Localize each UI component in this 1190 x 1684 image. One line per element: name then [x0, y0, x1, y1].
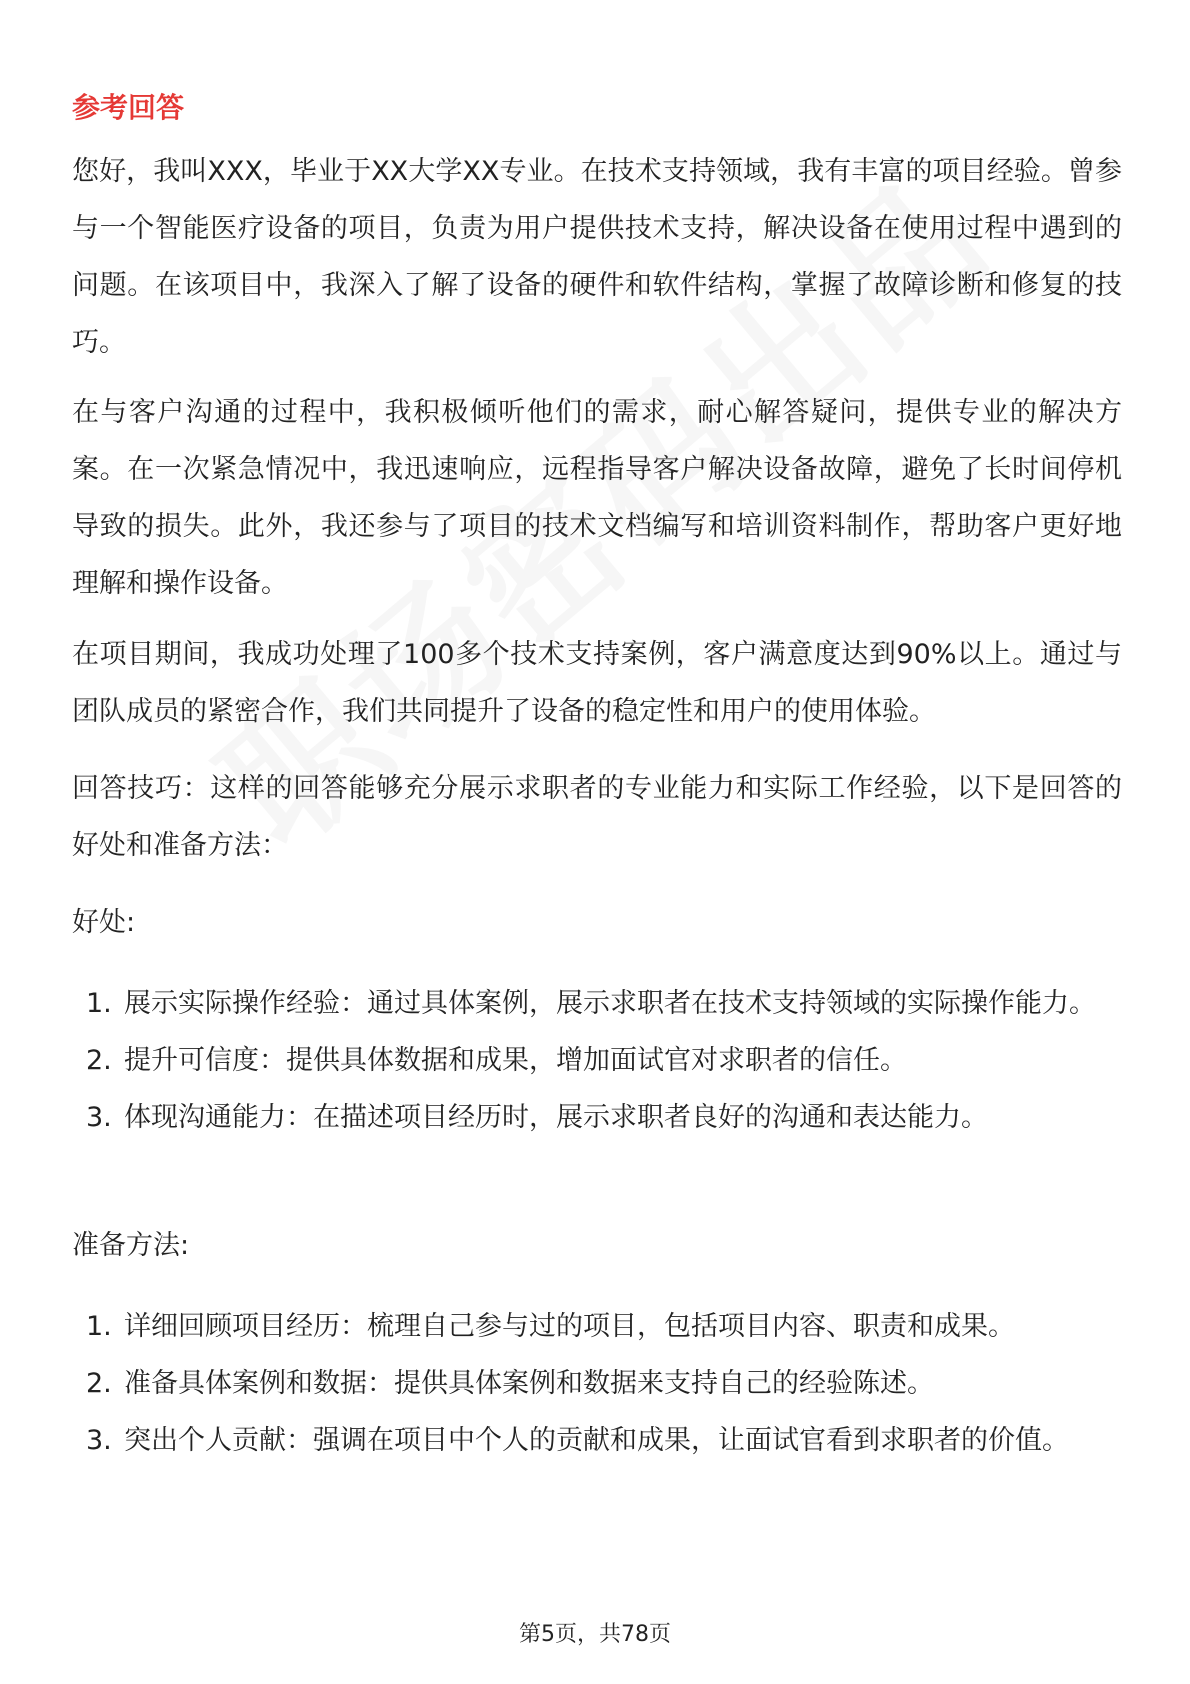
list-text: 突出个人贡献：强调在项目中个人的贡献和成果，让面试官看到求职者的价值。	[124, 1425, 1069, 1456]
list-item	[72, 1412, 1122, 1469]
list-number: 3.	[86, 1102, 112, 1133]
list-number: 2.	[86, 1368, 112, 1399]
section-heading: 参考回答	[72, 91, 185, 124]
list-item	[72, 975, 1122, 1032]
benefits-title: 好处:	[72, 907, 136, 938]
paragraph-communication: 在与客户沟通的过程中，我积极倾听他们的需求，耐心解答疑问，提供专业的解决方案。在一次紧急情况中，我迅速响应，远程指导客户解决设备故障，避免了长时间停机导致的损失。此外，我还参与了项目的技术文档编写和培训资料制作，帮助客户更好地理解和操作设备。	[72, 397, 1122, 599]
list-text: 详细回顾项目经历：梳理自己参与过的项目，包括项目内容、职责和成果。	[124, 1311, 1015, 1342]
document-page	[72, 0, 1122, 1684]
list-text: 准备具体案例和数据：提供具体案例和数据来支持自己的经验陈述。	[124, 1368, 934, 1399]
preparation-list	[72, 1298, 1122, 1469]
list-item	[72, 1298, 1122, 1355]
list-item	[72, 1355, 1122, 1412]
list-item	[72, 1032, 1122, 1089]
paragraph-tips: 回答技巧：这样的回答能够充分展示求职者的专业能力和实际工作经验，以下是回答的好处和准备方法：	[72, 773, 1122, 861]
paragraph-intro: 您好，我叫XXX，毕业于XX大学XX专业。在技术支持领域，我有丰富的项目经验。曾参与一个智能医疗设备的项目，负责为用户提供技术支持，解决设备在使用过程中遇到的问题。在该项目中，我深入了解了设备的硬件和软件结构，掌握了故障诊断和修复的技巧。	[72, 156, 1122, 358]
preparation-title: 准备方法:	[72, 1230, 190, 1261]
page-footer: 第5页，共78页	[519, 1622, 671, 1647]
list-item	[72, 1089, 1122, 1146]
list-number: 1.	[86, 988, 112, 1019]
list-number: 2.	[86, 1045, 112, 1076]
list-number: 3.	[86, 1425, 112, 1456]
benefits-list	[72, 975, 1122, 1146]
list-text: 提升可信度：提供具体数据和成果，增加面试官对求职者的信任。	[124, 1045, 907, 1076]
paragraph-results: 在项目期间，我成功处理了100多个技术支持案例，客户满意度达到90%以上。通过与团队成员的紧密合作，我们共同提升了设备的稳定性和用户的使用体验。	[72, 639, 1122, 727]
list-text: 体现沟通能力：在描述项目经历时，展示求职者良好的沟通和表达能力。	[124, 1102, 988, 1133]
list-number: 1.	[86, 1311, 112, 1342]
list-text: 展示实际操作经验：通过具体案例，展示求职者在技术支持领域的实际操作能力。	[124, 988, 1096, 1019]
